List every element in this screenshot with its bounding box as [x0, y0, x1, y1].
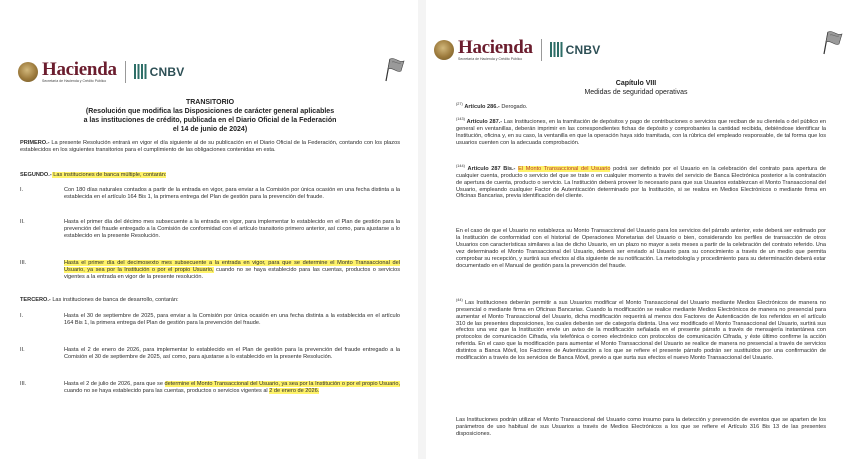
- segundo-item-2: Hasta el primer día del décimo mes subsecuente a la entrada en vigor, para implementar lo establecido en el Plan de gestión para la prevención del fraude entregado a la Comisión de conformidad con el artículo transitorio primero anterior, así como, para ajustarse a lo establecido en la presente Resolución.: [64, 219, 400, 239]
- doc-subheading-2: a las instituciones de crédito, publicada en el Diario Oficial de la Federación: [83, 117, 337, 124]
- tercero-item-3-mid: cuando no se haya establecido para las cuentas, productos o servicios vigentes al: [64, 387, 270, 394]
- paragraph-final: Las Instituciones podrán utilizar el Monto Transaccional del Usuario como insumo para la detección y prevención de eventos que se aparten de los parámetros de uso habitual de sus Usuarios a través de Medios Electrónicos a los que se refiere el Artículo 316 Bis 13 de las presentes disposiciones.: [456, 417, 826, 437]
- chapter-title: Capítulo VIII: [615, 80, 657, 87]
- page-capitulo-viii: [426, 0, 850, 459]
- page-gap: [418, 0, 426, 459]
- art287bis-label: Artículo 287 Bis.-: [467, 165, 516, 172]
- doc-heading: TRANSITORIO: [185, 99, 235, 106]
- doc-subheading-1: (Resolución que modifica las Disposiciones de carácter general aplicables: [85, 108, 335, 115]
- hacienda-logo: [42, 60, 117, 84]
- art287bis-ref: (144): [456, 164, 465, 168]
- primero-paragraph: [20, 140, 400, 154]
- hacienda-emblem-icon: [18, 62, 38, 82]
- art286-text: Derogado.: [499, 103, 528, 110]
- tercero-item-2: Hasta el 2 de enero de 2026, para implementar lo establecido en el Plan de gestión para la prevención del fraude entregado a la Comisión el 30 de septiembre de 2025, así como, para ajustarse a lo establecido en la presente Resolución.: [64, 347, 400, 360]
- cnbv-logo-text: CNBV: [565, 42, 601, 57]
- segundo-item-3: [64, 260, 400, 281]
- tercero-item-3-num: III.: [20, 381, 27, 387]
- tercero-item-3: [64, 381, 400, 395]
- segundo-item-1: Con 180 días naturales contados a partir de la entrada en vigor, para enviar a la Comisión por única ocasión en una fecha distinta a la establecida en el artículo 164 Bis 1, la primera entrega del Plan de gestión para la prevención del fraude.: [64, 187, 400, 200]
- logo-row: [434, 38, 600, 62]
- logo-divider: [541, 39, 542, 61]
- tercero-item-2-num: II.: [20, 347, 25, 353]
- page-transitorio: [0, 0, 418, 459]
- tercero-item-3-date: 2 de enero de 2026.: [269, 387, 320, 394]
- cnbv-mark-icon: [134, 64, 147, 79]
- doc-subheading-3: el 14 de junio de 2024): [172, 126, 248, 133]
- segundo-intro: [20, 172, 400, 179]
- logo-row: [18, 60, 184, 84]
- art287-label: Artículo 287.-: [466, 118, 503, 125]
- segundo-label: SEGUNDO.-: [20, 172, 52, 178]
- primero-text: La presente Resolución entrará en vigor el día siguiente al de su publicación en el Diario Oficial de la Federación, contando con los plazos establecidos en los siguientes transitorios para el cumplimiento de las obligaciones contenidas en esta.: [20, 140, 400, 153]
- segundo-item-3-text: cuando no se haya establecido para las cuentas, productos o servicios vigentes a la entrada en vigor de la presente resolución.: [64, 266, 400, 280]
- segundo-item-1-num: I.: [20, 187, 24, 193]
- tercero-item-3-highlight: determine el Monto Transaccional del Usuario, ya sea por la Institución o por el propio Usuario,: [164, 381, 401, 387]
- cnbv-mark-icon: [550, 42, 563, 57]
- hacienda-logo-title: Hacienda: [458, 37, 533, 58]
- tercero-item-1: Hasta el 30 de septiembre de 2025, para enviar a la Comisión por única ocasión en una fecha distinta a la establecida en el artículo 164 Bis 1, la primera entrega del Plan de gestión para la prevención del fraude.: [64, 313, 400, 326]
- flag-stamp-icon: [818, 28, 846, 56]
- hacienda-emblem-icon: [434, 40, 454, 60]
- art287bis-highlight: El Monto Transaccional del Usuario: [518, 165, 611, 172]
- paragraph-caso: En el caso de que el Usuario no establezca su Monto Transaccional del Usuario para los servicios del párrafo anterior, este deberá ser estimado por la Institución de conformidad con el historial de Operaciones Monetarias del Usuario o bien, considerando los perfiles de transacción de otros Usuarios con características similares a las de dicho Usuario, en un plazo no mayor a seis meses a partir de la celebración del contrato referido. Una vez determinado el Monto Transaccional del Usuario, deberá ser enviado al Usuario para su conocimiento a través de un medio que permita comprobar su recepción, y surtirá sus efectos al día siguiente de su notificación. La metodología y procedimiento para su determinación deberá estar documentado en el Manual de gestión para la prevención del fraude.: [456, 228, 826, 269]
- tercero-intro: [20, 297, 400, 304]
- art287bis-paragraph: [456, 163, 826, 200]
- flag-stamp-icon: [380, 55, 408, 83]
- segundo-item-3-num: III.: [20, 260, 27, 266]
- hacienda-logo: [458, 38, 533, 62]
- art286-label: Artículo 286.-: [464, 103, 500, 110]
- chapter-subtitle: Medidas de seguridad operativas: [584, 89, 688, 96]
- tercero-label: TERCERO.-: [20, 297, 51, 303]
- paragraph-permitir: [456, 297, 826, 362]
- art286-ref: (27): [456, 102, 463, 106]
- art287-paragraph: [456, 116, 826, 146]
- paragraph-permitir-text: Las Instituciones deberán permitir a sus Usuarios modificar el Monto Transaccional del Usuario mediante Medios Electrónicos de manera no presencial o mediante firma en Oficinas Bancarias. Cuando la modificación se realice mediante Medios Electrónicos de manera no presencial para aumentar el Monto Transaccional del Usuario, dicha modificación requerirá al menos dos Factores de Autenticación de los referidos en el artículo 310 de las presentes disposiciones, los cuales deberán ser de categoría distinta. Una vez modificado el Monto Transaccional del Usuario, surtirá sus efectos una vez que la Institución envíe un aviso de la modificación señalada en el presente párrafo a través de mensajería instantánea con protocolos de comunicación Cifrada, vía telefónica o correo electrónico con protocolos de comunicación Cifrada, y éste último confirme la acción referida. En el caso que la modificación para aumentar el Monto Transaccional del Usuario se realice de manera no presencial a través de servicios distintos a Banca Móvil, los Factores de Autenticación a los que se refiere el presente párrafo podrán ser sustituidos por una confirmación de modificación a través de los servicios de Banca Móvil, previo a que surta sus efectos el nuevo Monto Transaccional del Usuario.: [456, 299, 826, 362]
- art287-text: Las Instituciones, en la tramitación de depósitos y pago de contribuciones o servicios que reciban de su clientela o del público en general en ventanillas, deberán imprimir en las correspondientes fichas de depósito y comprobantes la cantidad recibida, debiéndose identificar la Institución, oficina y, en su caso, la ventanilla en que la operación haya sido tramitada, con la rúbrica del empleado responsable, de tal forma que los usuarios cuenten con la adecuada comprobación.: [456, 118, 827, 146]
- art286-paragraph: [456, 101, 826, 111]
- art287-ref: (143): [456, 117, 465, 121]
- tercero-item-3-pre: Hasta el 2 de julio de 2026, para que se: [64, 381, 165, 387]
- segundo-intro-text: Las instituciones de banca múltiple, contarán:: [51, 172, 167, 178]
- segundo-item-3-highlight: Hasta el primer día del decimosexto mes subsecuente a la entrada en vigor, para que se determine el Monto Transaccional del Usuario, ya sea por la Institución o por el propio Usuario,: [64, 260, 400, 273]
- hacienda-logo-subtitle: Secretaría de Hacienda y Crédito Público: [458, 57, 523, 61]
- hacienda-logo-title: Hacienda: [42, 59, 117, 80]
- logo-divider: [125, 61, 126, 83]
- tercero-intro-text: Las instituciones de banca de desarrollo, contarán:: [50, 297, 179, 303]
- hacienda-logo-subtitle: Secretaría de Hacienda y Crédito Público: [42, 79, 107, 83]
- art287bis-text: podrá ser definido por el Usuario en la celebración del contrato para apertura de cualquier cuenta, producto o servicio del que se trate o en cualquier momento a través del servicio de Banca Electrónica posterior a la contratación de apertura de cuenta, producto o servicio. La Institución deberá proveer lo necesario para que sus Usuarios establezcan el Monto Transaccional del Usuario, empleando cualquier Factor de Autenticación determinado por la Institución, si se realiza en Medios Electrónicos o mediante firma en Oficinas Bancarias, previa identificación del cliente.: [456, 165, 826, 200]
- segundo-item-2-num: II.: [20, 219, 25, 225]
- tercero-item-1-num: I.: [20, 313, 24, 319]
- paragraph-permitir-ref: (44): [456, 298, 463, 302]
- primero-label: PRIMERO.-: [20, 140, 50, 146]
- cnbv-logo-text: CNBV: [149, 64, 185, 79]
